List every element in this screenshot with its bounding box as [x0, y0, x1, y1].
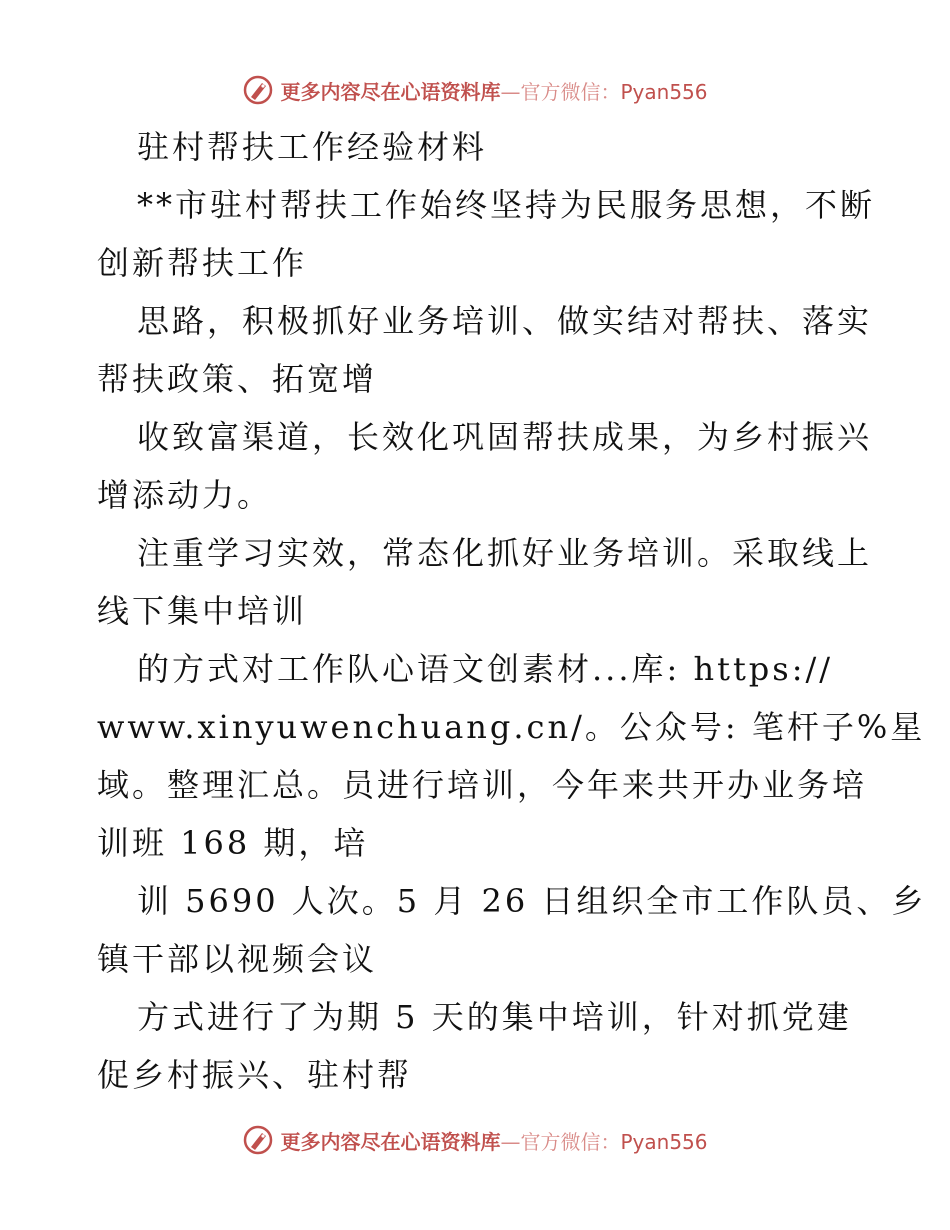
- header-banner-text: [280, 76, 707, 105]
- header-separator: —: [500, 79, 521, 104]
- header-site-name: 更多内容尽在心语资料库: [280, 79, 501, 104]
- doc-line: 促乡村振兴、驻村帮: [97, 1056, 413, 1094]
- footer-official-label: 官方微信：: [520, 1129, 621, 1154]
- doc-line: 增添动力。: [97, 476, 273, 514]
- header-watermark-banner: [0, 70, 950, 110]
- doc-line: 镇干部以视频会议: [97, 940, 378, 978]
- doc-line: 方式进行了为期 5 天的集中培训，针对抓党建: [137, 998, 852, 1036]
- doc-line: www.xinyuwenchuang.cn/。公众号: 笔杆子%星: [97, 708, 926, 746]
- doc-line: 线下集中培训: [97, 592, 308, 630]
- header-official-label: 官方微信：: [520, 79, 621, 104]
- footer-watermark-banner: [0, 1120, 950, 1160]
- header-wechat-id: Pyan556: [620, 79, 708, 104]
- doc-line: 帮扶政策、拓宽增: [97, 360, 378, 398]
- doc-line: 思路，积极抓好业务培训、做实结对帮扶、落实: [137, 302, 873, 340]
- pen-nib-circle-icon: [242, 1124, 274, 1156]
- doc-title: 驻村帮扶工作经验材料: [137, 128, 488, 166]
- doc-line: 创新帮扶工作: [97, 244, 308, 282]
- footer-site-name: 更多内容尽在心语资料库: [280, 1129, 501, 1154]
- pen-nib-circle-icon: [242, 74, 274, 106]
- doc-line: 域。整理汇总。员进行培训，今年来共开办业务培: [97, 766, 868, 804]
- header-banner-content: [242, 74, 707, 106]
- footer-banner-content: [242, 1124, 707, 1156]
- doc-line: **市驻村帮扶工作始终坚持为民服务思想，不断: [137, 186, 876, 224]
- footer-separator: —: [500, 1129, 521, 1154]
- doc-line: 的方式对工作队心语文创素材...库: https://: [137, 650, 834, 688]
- footer-banner-text: [280, 1126, 707, 1155]
- footer-wechat-id: Pyan556: [620, 1129, 708, 1154]
- doc-line: 训 5690 人次。5 月 26 日组织全市工作队员、乡: [137, 882, 927, 920]
- doc-line: 注重学习实效，常态化抓好业务培训。采取线上: [137, 534, 873, 572]
- document-body: [97, 118, 927, 1104]
- doc-line: 训班 168 期，培: [97, 824, 369, 862]
- doc-line: 收致富渠道，长效化巩固帮扶成果，为乡村振兴: [137, 418, 873, 456]
